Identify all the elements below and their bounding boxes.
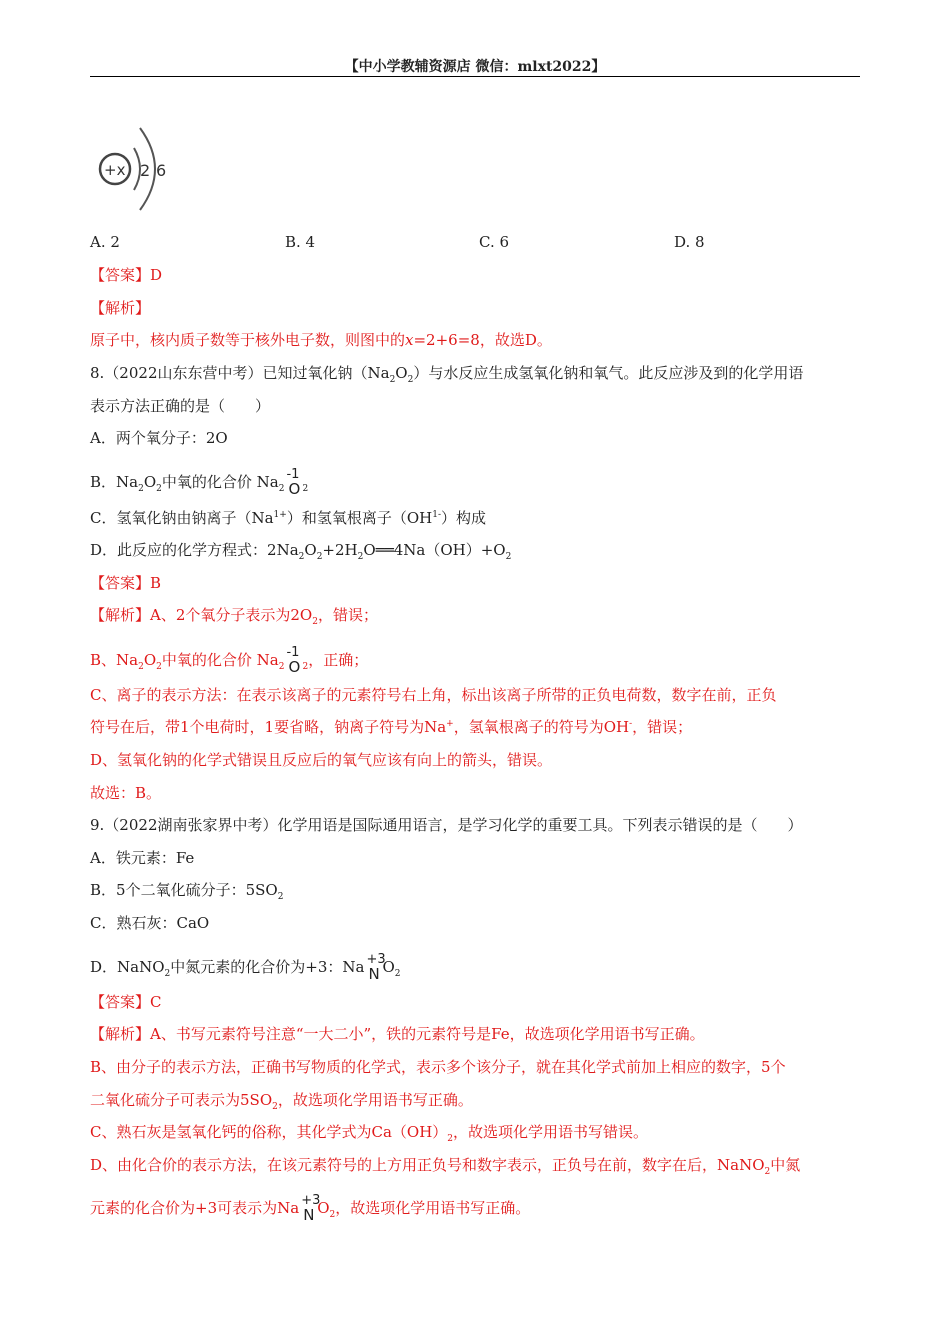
q9-option-a: A．铁元素：Fe: [90, 849, 195, 867]
q9-stem: 9.（2022湖南张家界中考）化学用语是国际通用语言，是学习化学的重要工具。下列表示错误的是（ ）: [90, 816, 803, 834]
q7-option-a: A. 2: [90, 233, 120, 251]
shell1-count: 2: [140, 161, 151, 180]
q8-option-d: D．此反应的化学方程式：$2Na_2O_2+2H_2O══4Na(OH)+O_2$: [90, 541, 512, 562]
q9-option-c: C．熟石灰：CaO: [90, 914, 210, 932]
q9-analysis-a: 【解析】A、书写元素符号注意“一大二小”，铁的元素符号是Fe，故选项化学用语书写正确。: [90, 1025, 705, 1043]
q8-analysis-c1: C、离子的表示方法：在表示该离子的元素符号右上角，标出该离子所带的正负电荷数，数字在前，正负: [90, 686, 777, 704]
nucleus-label: +x: [104, 161, 126, 179]
valence-n-symbol-2: +3 N: [301, 1193, 321, 1224]
q8-stem-line2: 表示方法正确的是（ ）: [90, 397, 271, 415]
q8-answer: 【答案】B: [90, 574, 162, 592]
q8-option-b: B．$Na_2O_2$中氧的化合价 $Na_2$ -1 O $_2$: [90, 467, 309, 498]
q7-option-d: D. 8: [674, 233, 705, 251]
q8-option-c: C．氢氧化钠由钠离子$(Na^{1+})$和氢氧根离子$(OH^{1-})$构成: [90, 509, 487, 527]
q8-stem-line1: 8.（2022山东东营中考）已知过氧化钠$(Na_2O_2)$与水反应生成氢氧化钠和氧气。此反应涉及到的化学用语: [90, 364, 804, 385]
atom-structure-diagram: [96, 122, 186, 214]
page-header: 【中小学教辅资源店 微信：mlxt2022】: [90, 56, 860, 77]
q9-answer: 【答案】C: [90, 993, 162, 1011]
q9-analysis-b1: B、由分子的表示方法，正确书写物质的化学式，表示多个该分子，就在其化学式前加上相应的数字，5个: [90, 1058, 786, 1076]
q9-analysis-b2: 二氧化硫分子可表示为$5SO_2$，故选项化学用语书写正确。: [90, 1091, 473, 1112]
q7-answer: 【答案】D: [90, 266, 163, 284]
q8-analysis-b: B、$Na_2O_2$中氧的化合价 $Na_2$ -1 O $_2$，正确；: [90, 645, 369, 676]
q9-option-d: D．NaNO$_2$中氮元素的化合价为+3：Na +3 N $O_2$: [90, 952, 401, 983]
valence-o-symbol-2: -1 O: [286, 645, 301, 676]
valence-o-symbol: -1 O: [286, 467, 301, 498]
q8-conclusion: 故选：B。: [90, 784, 162, 802]
shell2-count: 6: [156, 161, 167, 180]
q8-analysis-c2: 符号在后，带1个电荷时，1要省略，钠离子符号为Na+，氢氧根离子的符号为OH-，错误；: [90, 718, 693, 736]
q9-analysis-d2: 元素的化合价为+3可表示为Na +3 N $O_2$，故选项化学用语书写正确。: [90, 1193, 531, 1224]
q7-option-c: C. 6: [479, 233, 510, 251]
q8-analysis-d: D、氢氧化钠的化学式错误且反应后的氧气应该有向上的箭头，错误。: [90, 751, 553, 769]
q9-option-b: B．5个二氧化硫分子：$5SO_2$: [90, 881, 284, 902]
q7-analysis-label: 【解析】: [90, 299, 151, 317]
q9-analysis-c: C、熟石灰是氢氧化钙的俗称，其化学式为$Ca(OH)_2$，故选项化学用语书写错误。: [90, 1123, 649, 1144]
valence-n-symbol: +3 N: [366, 952, 386, 983]
q8-analysis-a: 【解析】A、2个氧分子表示为$2O_2$，错误；: [90, 606, 378, 627]
q8-option-a: A．两个氧分子：2O: [90, 429, 228, 447]
q7-analysis: 原子中，核内质子数等于核外电子数，则图中的x=2+6=8，故选D。: [90, 331, 552, 349]
q7-option-b: B. 4: [285, 233, 316, 251]
q9-analysis-d1: D、由化合价的表示方法，在该元素符号的上方用正负号和数字表示，正负号在前，数字在后，NaNO$_2$中氮: [90, 1156, 801, 1177]
